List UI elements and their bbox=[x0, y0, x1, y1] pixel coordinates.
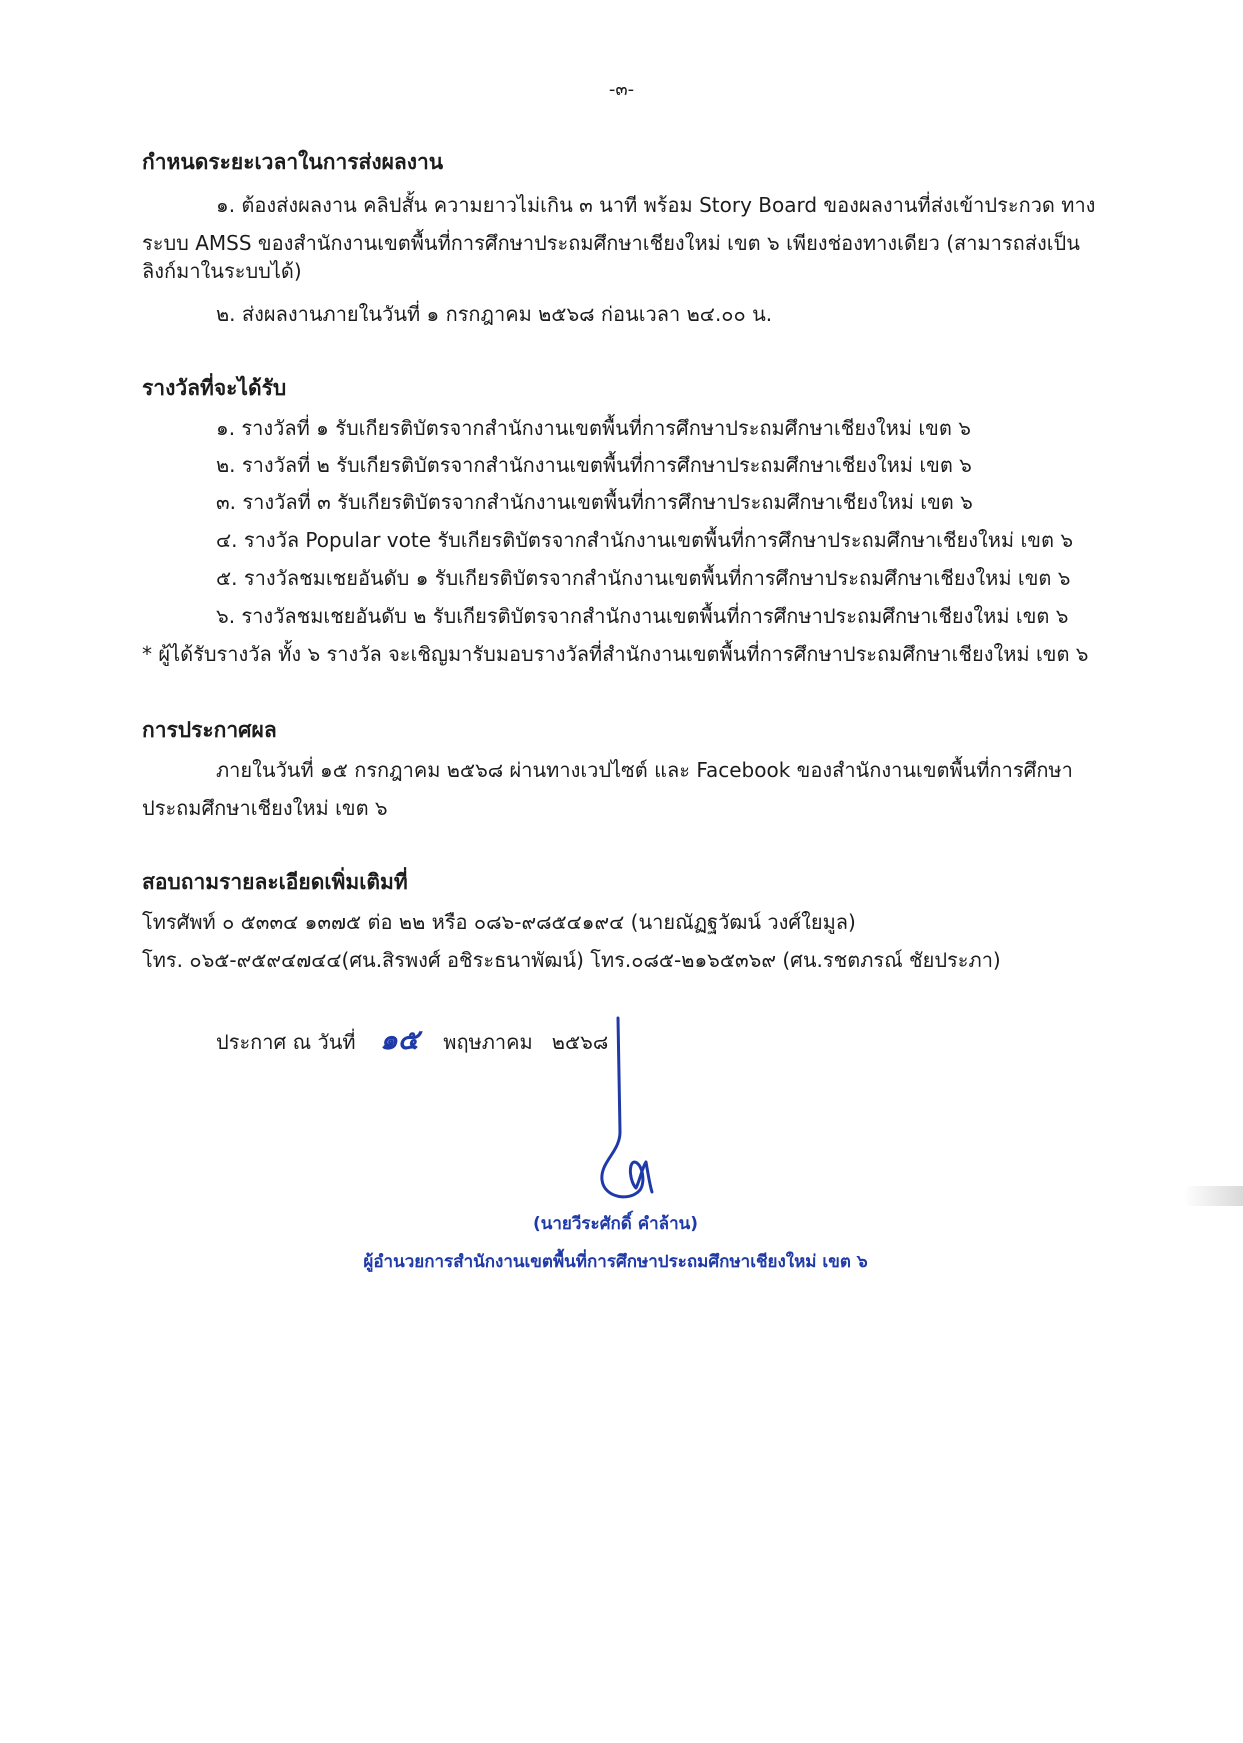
award-item-4: ๔. รางวัล Popular vote รับเกียรติบัตรจากสำนักงานเขตพื้นที่การศึกษาประถมศึกษาเชียงใหม่ เขต ๖ bbox=[216, 528, 1074, 552]
deadline-line-2: ระบบ AMSS ของสำนักงานเขตพื้นที่การศึกษาประถมศึกษาเชียงใหม่ เขต ๖ เพียงช่องทางเดียว (สามารถส่งเป็น bbox=[142, 231, 1080, 255]
deadline-line-3: ลิงก์มาในระบบได้) bbox=[142, 259, 302, 283]
announcement-heading: การประกาศผล bbox=[142, 718, 277, 742]
contact-line-2: โทร. ๐๖๕-๙๕๙๔๗๔๔(ศน.สิรพงศ์ อชิระธนาพัฒน์) โทร.๐๘๕-๒๑๖๕๓๖๙ (ศน.รชตภรณ์ ชัยประภา) bbox=[142, 948, 1001, 972]
award-item-2: ๒. รางวัลที่ ๒ รับเกียรติบัตรจากสำนักงานเขตพื้นที่การศึกษาประถมศึกษาเชียงใหม่ เขต ๖ bbox=[216, 453, 972, 477]
announcement-date bbox=[216, 1018, 608, 1062]
award-item-6: ๖. รางวัลชมเชยอันดับ ๒ รับเกียรติบัตรจากสำนักงานเขตพื้นที่การศึกษาประถมศึกษาเชียงใหม่ เขต ๖ bbox=[216, 604, 1069, 628]
scan-artifact bbox=[1183, 1186, 1243, 1206]
award-item-5: ๕. รางวัลชมเชยอันดับ ๑ รับเกียรติบัตรจากสำนักงานเขตพื้นที่การศึกษาประถมศึกษาเชียงใหม่ เขต ๖ bbox=[216, 566, 1071, 590]
awards-note: * ผู้ได้รับรางวัล ทั้ง ๖ รางวัล จะเชิญมารับมอบรางวัลที่สำนักงานเขตพื้นที่การศึกษาประถมศึกษาเชียงใหม่ เขต ๖ bbox=[142, 642, 1089, 666]
date-year: ๒๕๖๘ bbox=[551, 1030, 609, 1054]
contact-line-1: โทรศัพท์ ๐ ๕๓๓๔ ๑๓๗๕ ต่อ ๒๒ หรือ ๐๘๖-๙๘๕๔๑๙๔ (นายณัฏฐวัฒน์ วงศ์ใยมูล) bbox=[142, 910, 856, 934]
award-item-1: ๑. รางวัลที่ ๑ รับเกียรติบัตรจากสำนักงานเขตพื้นที่การศึกษาประถมศึกษาเชียงใหม่ เขต ๖ bbox=[216, 416, 971, 440]
awards-heading: รางวัลที่จะได้รับ bbox=[142, 376, 287, 400]
date-month: พฤษภาคม bbox=[443, 1030, 533, 1054]
page-number: -๓- bbox=[608, 79, 635, 100]
deadline-heading: กำหนดระยะเวลาในการส่งผลงาน bbox=[142, 150, 444, 174]
deadline-line-1: ๑. ต้องส่งผลงาน คลิปสั้น ความยาวไม่เกิน ๓ นาที พร้อม Story Board ของผลงานที่ส่งเข้าประกวด ทาง bbox=[216, 193, 1096, 217]
award-item-3: ๓. รางวัลที่ ๓ รับเกียรติบัตรจากสำนักงานเขตพื้นที่การศึกษาประถมศึกษาเชียงใหม่ เขต ๖ bbox=[216, 490, 973, 514]
deadline-line-4: ๒. ส่งผลงานภายในวันที่ ๑ กรกฎาคม ๒๕๖๘ ก่อนเวลา ๒๔.๐๐ น. bbox=[216, 302, 773, 326]
handwritten-day: ๑๕ bbox=[379, 1023, 419, 1056]
announcement-line-2: ประถมศึกษาเชียงใหม่ เขต ๖ bbox=[142, 796, 388, 820]
signer-name: (นายวีระศักดิ์ คำล้าน) bbox=[532, 1214, 699, 1234]
signature-mark bbox=[590, 1012, 660, 1212]
signer-title: ผู้อำนวยการสำนักงานเขตพื้นที่การศึกษาประถมศึกษาเชียงใหม่ เขต ๖ bbox=[363, 1252, 868, 1272]
date-prefix: ประกาศ ณ วันที่ bbox=[216, 1030, 356, 1054]
contact-heading: สอบถามรายละเอียดเพิ่มเติมที่ bbox=[142, 870, 408, 894]
announcement-line-1: ภายในวันที่ ๑๕ กรกฎาคม ๒๕๖๘ ผ่านทางเวปไซต์ และ Facebook ของสำนักงานเขตพื้นที่การศึกษา bbox=[216, 758, 1073, 782]
